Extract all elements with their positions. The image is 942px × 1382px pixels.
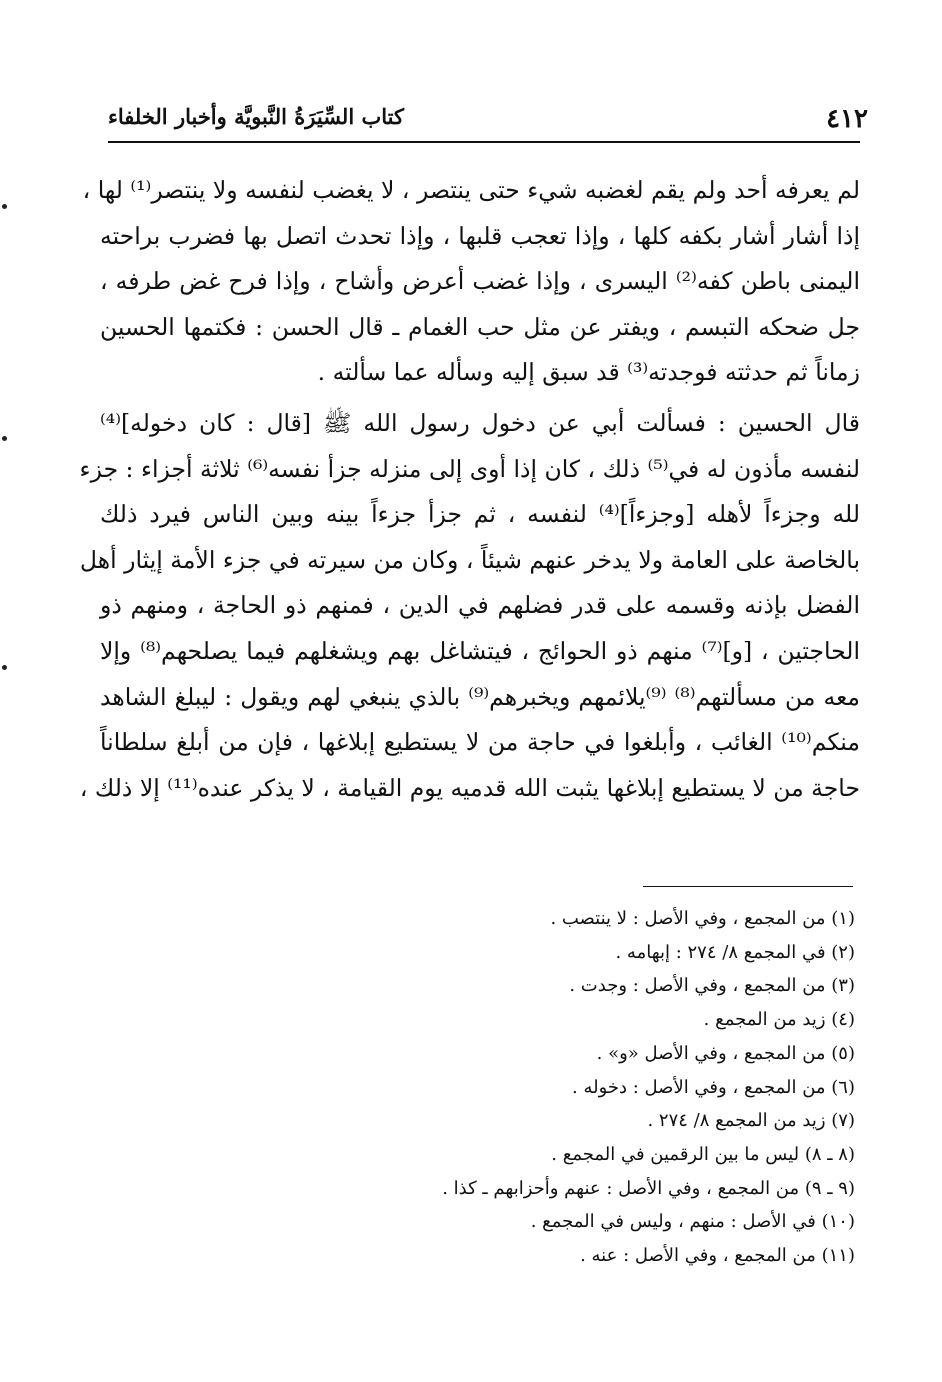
header-rule [108, 141, 860, 143]
footnote: (٢) في المجمع ٨/ ٢٧٤ : إبهامه . [615, 941, 855, 963]
margin-mark [2, 436, 7, 441]
footnote: (١١) من المجمع ، وفي الأصل : عنه . [580, 1245, 855, 1267]
footnote: (٣) من المجمع ، وفي الأصل : وجدت . [569, 975, 855, 997]
text-line: بالخاصة على العامة ولا يدخر عنهم شيئاً ، وكان من سيرته في جزء الأمة إيثار أهل [79, 545, 860, 574]
footnote: (٨ ـ ٨) ليس ما بين الرقمين في المجمع . [551, 1143, 855, 1165]
footnote: (١) من المجمع ، وفي الأصل : لا ينتصب . [550, 908, 855, 929]
page-header [108, 100, 868, 140]
footnote: (٩ ـ ٩) من المجمع ، وفي الأصل : عنهم وأحزابهم ـ كذا . [442, 1177, 855, 1199]
text-line: جل ضحكه التبسم ، ويفتر عن مثل حب الغمام ـ قال الحسن : فكتمها الحسين [100, 312, 860, 341]
margin-mark [2, 665, 7, 670]
footnote: (٦) من المجمع ، وفي الأصل : دخوله . [572, 1076, 855, 1098]
text-line: إذا أشار أشار بكفه كلها ، وإذا تعجب قلبها ، وإذا تحدث اتصل بها فضرب براحته [100, 221, 860, 250]
margin-mark [2, 204, 7, 209]
page-number: ٤١٢ [826, 104, 868, 134]
text-line: الحاجتين ، [و]⁽⁷⁾ منهم ذو الحوائج ، فيتشاغل بهم ويشغلهم فيما يصلحهم⁽⁸⁾ وإلا [100, 636, 860, 665]
text-line: معه من مسألتهم⁽⁸⁾ ⁽⁹⁾يلائمهم ويخبرهم⁽⁹⁾ بالذي ينبغي لهم ويقول : ليبلغ الشاهد [100, 682, 860, 711]
text-line: حاجة من لا يستطيع إبلاغها يثبت الله قدميه يوم القيامة ، لا يذكر عنده⁽¹¹⁾ إلا ذلك ، [79, 773, 860, 802]
running-title: كتاب السِّيَرَةُ النَّبويَّة وأخبار الخلفاء [108, 104, 404, 129]
footnote: (٥) من المجمع ، وفي الأصل «و» . [596, 1042, 855, 1064]
footnote: (٧) زيد من المجمع ٨/ ٢٧٤ . [647, 1110, 855, 1132]
text-line: لله وجزءاً لأهله [وجزءاً]⁽⁴⁾ لنفسه ، ثم جزأ جزءاً بينه وبين الناس فيرد ذلك [100, 500, 860, 529]
text-line: لنفسه مأذون له في⁽⁵⁾ ذلك ، كان إذا أوى إلى منزله جزأ نفسه⁽⁶⁾ ثلاثة أجزاء : جزء [79, 454, 860, 483]
text-line: الفضل بإذنه وقسمه على قدر فضلهم في الدين ، فمنهم ذو الحاجة ، ومنهم ذو [100, 591, 860, 620]
text-line: منكم⁽¹⁰⁾ الغائب ، وأبلغوا في حاجة من لا يستطيع إبلاغها ، فإن من أبلغ سلطاناً [100, 728, 860, 757]
footnote: (١٠) في الأصل : منهم ، وليس في المجمع . [530, 1211, 855, 1233]
text-line: قال الحسين : فسألت أبي عن دخول رسول الله ﷺ [قال : كان دخوله]⁽⁴⁾ [100, 408, 860, 437]
paragraph-1 [82, 168, 860, 396]
main-text [79, 168, 860, 811]
text-line: لم يعرفه أحد ولم يقم لغضبه شيء حتى ينتصر ، لا يغضب لنفسه ولا ينتصر⁽¹⁾ لها ، [82, 176, 860, 204]
footnote-rule [643, 886, 853, 887]
text-line: زماناً ثم حدثته فوجدته⁽³⁾ قد سبق إليه وسأله عما سألته . [317, 358, 860, 387]
paragraph-2 [79, 401, 860, 811]
footnote: (٤) زيد من المجمع . [703, 1009, 855, 1031]
footnotes [300, 902, 855, 1273]
text-line: اليمنى باطن كفه⁽²⁾ اليسرى ، وإذا غضب أعرض وأشاح ، وإذا فرح غض طرفه ، [100, 267, 860, 296]
